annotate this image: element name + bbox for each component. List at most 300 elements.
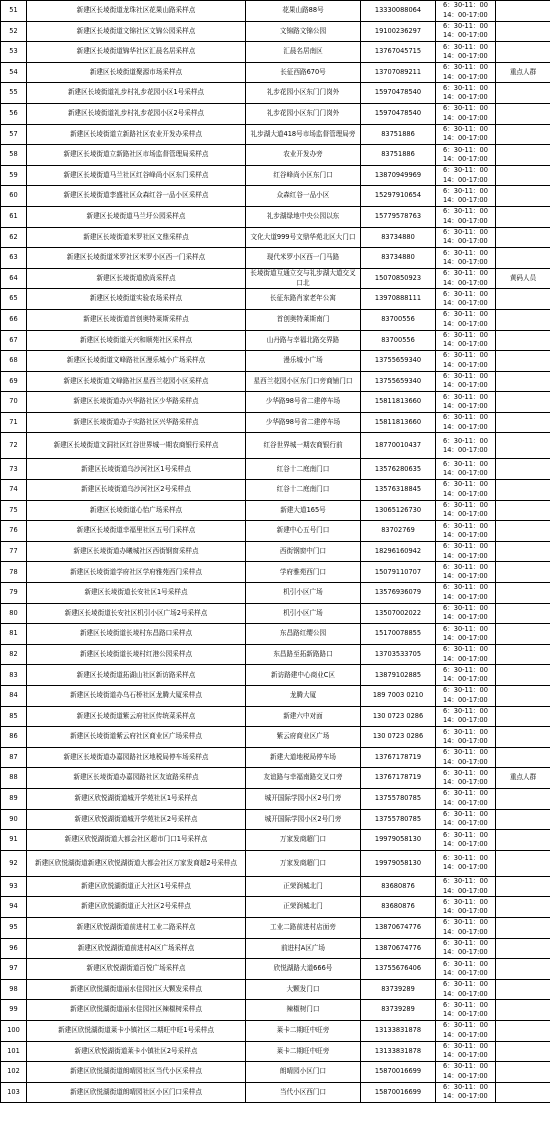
hours-line: 14：00-17:00 xyxy=(443,1030,488,1039)
cell-hours xyxy=(436,1020,496,1041)
hours-line: 14：00-17:00 xyxy=(443,422,488,431)
cell-phone: 15297910654 xyxy=(361,186,436,207)
cell-hours xyxy=(436,248,496,269)
cell-hours xyxy=(436,541,496,562)
hours-line: 14：00-17:00 xyxy=(443,51,488,60)
hours-line: 6：30-11：00 xyxy=(443,310,488,319)
hours-line: 14：00-17:00 xyxy=(443,1051,488,1060)
cell-note xyxy=(496,330,550,351)
hours-line: 6：30-11：00 xyxy=(443,521,488,530)
table-row xyxy=(1,392,550,413)
cell-note xyxy=(496,248,550,269)
cell-address: 工业二路前进村店面旁 xyxy=(246,917,361,938)
table-row xyxy=(1,186,550,207)
cell-number: 93 xyxy=(1,876,27,897)
cell-hours xyxy=(436,289,496,310)
table-row xyxy=(1,809,550,830)
hours-line: 6：30-11：00 xyxy=(443,918,488,927)
hours-line: 14：00-17:00 xyxy=(443,72,488,81)
cell-address: 漫乐城小广场 xyxy=(246,351,361,372)
cell-hours xyxy=(436,624,496,645)
cell-note xyxy=(496,917,550,938)
cell-site-name: 新建区长堎街道长堎村东昌路口采样点 xyxy=(27,624,246,645)
cell-phone: 15970478540 xyxy=(361,103,436,124)
cell-note xyxy=(496,644,550,665)
hours-line: 6：30-11：00 xyxy=(443,413,488,422)
cell-hours xyxy=(436,309,496,330)
cell-note xyxy=(496,124,550,145)
hours-line: 6：30-11：00 xyxy=(443,938,488,947)
hours-line: 6：30-11：00 xyxy=(443,604,488,613)
hours-line: 6：30-11：00 xyxy=(443,542,488,551)
cell-number: 77 xyxy=(1,541,27,562)
cell-phone: 189 7003 0210 xyxy=(361,686,436,707)
cell-address: 友谊路与幸福南路交叉口旁 xyxy=(246,768,361,789)
cell-address: 新建大道165号 xyxy=(246,500,361,521)
cell-site-name: 新建区长堎街道米罗社区文鼎采样点 xyxy=(27,227,246,248)
cell-hours xyxy=(436,788,496,809)
cell-address: 红谷十二庭南门口 xyxy=(246,480,361,501)
cell-note xyxy=(496,165,550,186)
cell-address: 大颗发门口 xyxy=(246,979,361,1000)
hours-line: 14：00-17:00 xyxy=(443,237,488,246)
cell-hours xyxy=(436,330,496,351)
cell-phone: 13703533705 xyxy=(361,644,436,665)
hours-line: 6：30-11：00 xyxy=(443,727,488,736)
hours-line: 14：00-17:00 xyxy=(443,839,488,848)
hours-line: 6：30-11：00 xyxy=(443,897,488,906)
cell-phone: 13755780785 xyxy=(361,809,436,830)
cell-number: 60 xyxy=(1,186,27,207)
cell-hours xyxy=(436,392,496,413)
hours-line: 14：00-17:00 xyxy=(443,134,488,143)
hours-line: 6：30-11：00 xyxy=(443,1083,488,1092)
hours-line: 6：30-11：00 xyxy=(443,459,488,468)
cell-address: 众森红谷一品小区 xyxy=(246,186,361,207)
hours-line: 6：30-11：00 xyxy=(443,809,488,818)
cell-site-name: 新建区欣悦湖街道城开学苑社区1号采样点 xyxy=(27,788,246,809)
cell-site-name: 新建区欣悦湖街道朗晴园社区当代小区采样点 xyxy=(27,1062,246,1083)
cell-note xyxy=(496,850,550,876)
cell-address: 现代米罗小区西一门马路 xyxy=(246,248,361,269)
cell-phone: 13755780785 xyxy=(361,788,436,809)
table-row xyxy=(1,62,550,83)
table-row xyxy=(1,706,550,727)
cell-site-name: 新建区长堎街道长安社区机引小区广场2号采样点 xyxy=(27,603,246,624)
cell-address: 西街钢窗中门口 xyxy=(246,541,361,562)
cell-phone: 13755659340 xyxy=(361,371,436,392)
cell-note xyxy=(496,788,550,809)
cell-note xyxy=(496,351,550,372)
table-row xyxy=(1,1020,550,1041)
cell-site-name: 新建区欣悦湖街道正大社区2号采样点 xyxy=(27,897,246,918)
cell-hours xyxy=(436,165,496,186)
cell-address: 礼步花园小区东门门岗外 xyxy=(246,83,361,104)
cell-note xyxy=(496,686,550,707)
cell-address: 少华路98号省二建停车场 xyxy=(246,412,361,433)
cell-site-name: 新建区长堎街道文峰路社区星西兰花园小区采样点 xyxy=(27,371,246,392)
hours-line: 6：30-11：00 xyxy=(443,980,488,989)
table-row xyxy=(1,21,550,42)
cell-note xyxy=(496,603,550,624)
hours-line: 14：00-17:00 xyxy=(443,716,488,725)
table-row xyxy=(1,1000,550,1021)
hours-line: 14：00-17:00 xyxy=(443,175,488,184)
hours-line: 6：30-11：00 xyxy=(443,624,488,633)
cell-phone: 18296160942 xyxy=(361,541,436,562)
cell-address: 礼步湖大道418号市场监督管理局旁 xyxy=(246,124,361,145)
cell-address: 新建中心五号门口 xyxy=(246,521,361,542)
cell-note xyxy=(496,1000,550,1021)
cell-address: 万家发商超门口 xyxy=(246,830,361,851)
cell-address: 红谷峰尚小区东门口 xyxy=(246,165,361,186)
table-row xyxy=(1,459,550,480)
cell-note xyxy=(496,876,550,897)
cell-phone: 13767178719 xyxy=(361,747,436,768)
cell-number: 99 xyxy=(1,1000,27,1021)
cell-number: 64 xyxy=(1,268,27,289)
cell-hours xyxy=(436,979,496,1000)
cell-hours xyxy=(436,959,496,980)
cell-address: 文化大道999号文鼎华苑北区大门口 xyxy=(246,227,361,248)
cell-note xyxy=(496,1082,550,1103)
cell-phone: 13870949969 xyxy=(361,165,436,186)
table-row xyxy=(1,562,550,583)
hours-line: 14：00-17:00 xyxy=(443,927,488,936)
cell-site-name: 新建区长堎街道孪盛社区众森红谷一品小区采样点 xyxy=(27,186,246,207)
cell-number: 85 xyxy=(1,706,27,727)
cell-site-name: 新建区长堎街道拓湖山社区新访路采样点 xyxy=(27,665,246,686)
table-row xyxy=(1,747,550,768)
cell-phone: 19979058130 xyxy=(361,830,436,851)
cell-number: 95 xyxy=(1,917,27,938)
hours-line: 6：30-11：00 xyxy=(443,186,488,195)
hours-line: 14：00-17:00 xyxy=(443,695,488,704)
hours-line: 14：00-17:00 xyxy=(443,634,488,643)
cell-address: 礼步湖绿地中央公园以东 xyxy=(246,206,361,227)
cell-address: 辣椒树门口 xyxy=(246,1000,361,1021)
hours-line: 6：30-11：00 xyxy=(443,248,488,257)
cell-site-name: 新建区长堎街道首创奥特莱斯采样点 xyxy=(27,309,246,330)
cell-number: 59 xyxy=(1,165,27,186)
cell-hours xyxy=(436,268,496,289)
cell-phone: 13707089211 xyxy=(361,62,436,83)
cell-number: 57 xyxy=(1,124,27,145)
cell-address: 朗晴园小区门口 xyxy=(246,1062,361,1083)
cell-number: 68 xyxy=(1,351,27,372)
cell-number: 61 xyxy=(1,206,27,227)
cell-note xyxy=(496,500,550,521)
cell-site-name: 新建区长堎街道文锦社区文锦公园采样点 xyxy=(27,21,246,42)
cell-site-name: 新建区长堎街道实验农场采样点 xyxy=(27,289,246,310)
hours-line: 14：00-17:00 xyxy=(443,31,488,40)
table-row xyxy=(1,351,550,372)
hours-line: 14：00-17:00 xyxy=(443,531,488,540)
hours-line: 14：00-17:00 xyxy=(443,886,488,895)
hours-line: 14：00-17:00 xyxy=(443,613,488,622)
hours-line: 14：00-17:00 xyxy=(443,572,488,581)
cell-phone: 15811813660 xyxy=(361,392,436,413)
cell-site-name: 新建区长堎街道欧尚采样点 xyxy=(27,268,246,289)
hours-line: 14：00-17:00 xyxy=(443,319,488,328)
table-row xyxy=(1,289,550,310)
cell-site-name: 新建区长堎街道乌沙河社区1号采样点 xyxy=(27,459,246,480)
hours-line: 14：00-17:00 xyxy=(443,592,488,601)
cell-hours xyxy=(436,62,496,83)
cell-phone: 15970478540 xyxy=(361,83,436,104)
hours-line: 6：30-11：00 xyxy=(443,768,488,777)
cell-site-name: 新建区长堎街道文洞社区红谷世界城一期农商银行采样点 xyxy=(27,433,246,459)
cell-phone: 130 0723 0286 xyxy=(361,706,436,727)
cell-note xyxy=(496,583,550,604)
cell-address: 长征东路肖家老年公寓 xyxy=(246,289,361,310)
cell-phone: 15811813660 xyxy=(361,412,436,433)
cell-number: 82 xyxy=(1,644,27,665)
hours-line: 14：00-17:00 xyxy=(443,113,488,122)
cell-note xyxy=(496,309,550,330)
cell-hours xyxy=(436,644,496,665)
hours-line: 6：30-11：00 xyxy=(443,145,488,154)
cell-number: 88 xyxy=(1,768,27,789)
cell-note xyxy=(496,289,550,310)
cell-note xyxy=(496,227,550,248)
hours-line: 6：30-11：00 xyxy=(443,789,488,798)
cell-number: 63 xyxy=(1,248,27,269)
hours-line: 14：00-17:00 xyxy=(443,445,488,454)
cell-note xyxy=(496,186,550,207)
cell-site-name: 新建区欣悦湖街道丽水佳园社区辣椒树采样点 xyxy=(27,1000,246,1021)
cell-phone: 15870016699 xyxy=(361,1082,436,1103)
cell-hours xyxy=(436,809,496,830)
table-body xyxy=(1,1,550,1103)
cell-hours xyxy=(436,706,496,727)
cell-site-name: 新建区欣悦湖街道大都会社区超市门口1号采样点 xyxy=(27,830,246,851)
cell-number: 75 xyxy=(1,500,27,521)
hours-line: 14：00-17:00 xyxy=(443,654,488,663)
cell-number: 79 xyxy=(1,583,27,604)
hours-line: 6：30-11：00 xyxy=(443,166,488,175)
cell-address: 当代小区西门口 xyxy=(246,1082,361,1103)
table-row xyxy=(1,268,550,289)
cell-phone: 13879102885 xyxy=(361,665,436,686)
cell-number: 71 xyxy=(1,412,27,433)
hours-line: 14：00-17:00 xyxy=(443,154,488,163)
cell-number: 58 xyxy=(1,145,27,166)
cell-address: 东昌路至拓新路路口 xyxy=(246,644,361,665)
hours-line: 6：30-11：00 xyxy=(443,207,488,216)
cell-phone: 13133831878 xyxy=(361,1041,436,1062)
cell-phone: 13576936079 xyxy=(361,583,436,604)
table-row xyxy=(1,624,550,645)
hours-line: 6：30-11：00 xyxy=(443,1,488,10)
cell-phone: 15170078855 xyxy=(361,624,436,645)
hours-line: 14：00-17:00 xyxy=(443,948,488,957)
cell-number: 81 xyxy=(1,624,27,645)
cell-note xyxy=(496,433,550,459)
cell-site-name: 新建区长堎街道学府社区学府雅苑西门采样点 xyxy=(27,562,246,583)
cell-site-name: 新建区长堎街道心怡广场采样点 xyxy=(27,500,246,521)
table-row xyxy=(1,433,550,459)
cell-phone: 83680876 xyxy=(361,897,436,918)
cell-number: 55 xyxy=(1,83,27,104)
cell-address: 万家发商超门口 xyxy=(246,850,361,876)
cell-hours xyxy=(436,938,496,959)
table-row xyxy=(1,145,550,166)
cell-site-name: 新建区欣悦湖街道前进村工业二路采样点 xyxy=(27,917,246,938)
cell-hours xyxy=(436,145,496,166)
cell-note xyxy=(496,624,550,645)
table-row xyxy=(1,788,550,809)
cell-site-name: 新建区长堎街道紫云府社区传统菜采样点 xyxy=(27,706,246,727)
cell-site-name: 新建区长堎街道办乌石桥社区龙腾大厦采样点 xyxy=(27,686,246,707)
cell-number: 54 xyxy=(1,62,27,83)
hours-line: 14：00-17:00 xyxy=(443,10,488,19)
table-row xyxy=(1,959,550,980)
table-row xyxy=(1,1082,550,1103)
cell-site-name: 新建区长堎街道龙珠社区花果山路采样点 xyxy=(27,1,246,22)
cell-address: 红谷十二庭南门口 xyxy=(246,459,361,480)
hours-line: 6：30-11：00 xyxy=(443,562,488,571)
cell-number: 72 xyxy=(1,433,27,459)
cell-phone: 15070850923 xyxy=(361,268,436,289)
cell-site-name: 新建区长堎街道紫云府社区商业区广场采样点 xyxy=(27,727,246,748)
hours-line: 14：00-17:00 xyxy=(443,278,488,287)
cell-site-name: 新建区欣悦湖街道前进村A区广场采样点 xyxy=(27,938,246,959)
cell-site-name: 新建区长堎街道长安社区1号采样点 xyxy=(27,583,246,604)
cell-site-name: 新建区长堎街道米罗社区米罗小区西一门采样点 xyxy=(27,248,246,269)
cell-address: 新建大道地税局停车场 xyxy=(246,747,361,768)
table-row xyxy=(1,500,550,521)
hours-line: 6：30-11：00 xyxy=(443,289,488,298)
cell-number: 52 xyxy=(1,21,27,42)
cell-note xyxy=(496,809,550,830)
hours-line: 14：00-17:00 xyxy=(443,757,488,766)
cell-site-name: 新建区长堎街道幸福里社区五号门采样点 xyxy=(27,521,246,542)
hours-line: 14：00-17:00 xyxy=(443,1010,488,1019)
cell-phone: 83734880 xyxy=(361,227,436,248)
hours-line: 14：00-17:00 xyxy=(443,510,488,519)
cell-address: 莱卡二期旺中旺旁 xyxy=(246,1020,361,1041)
cell-address: 城开国际学园小区2号门旁 xyxy=(246,788,361,809)
cell-note xyxy=(496,521,550,542)
cell-note xyxy=(496,727,550,748)
cell-site-name: 新建区长堎街道办嘉园路社区地税局停车场采样点 xyxy=(27,747,246,768)
hours-line: 14：00-17:00 xyxy=(443,863,488,872)
table-row xyxy=(1,644,550,665)
cell-hours xyxy=(436,351,496,372)
cell-hours xyxy=(436,206,496,227)
cell-phone: 13870674776 xyxy=(361,938,436,959)
table-row xyxy=(1,103,550,124)
cell-address: 长征西路670号 xyxy=(246,62,361,83)
table-row xyxy=(1,603,550,624)
cell-hours xyxy=(436,1041,496,1062)
table-row xyxy=(1,1062,550,1083)
cell-site-name: 新建区长堎街道马兰社区红谷峰尚小区东门采样点 xyxy=(27,165,246,186)
cell-site-name: 新建区长堎街道办嘉园路社区友谊路采样点 xyxy=(27,768,246,789)
cell-phone: 13507002022 xyxy=(361,603,436,624)
cell-number: 53 xyxy=(1,42,27,63)
hours-line: 14：00-17:00 xyxy=(443,340,488,349)
cell-hours xyxy=(436,371,496,392)
table-row xyxy=(1,897,550,918)
table-row xyxy=(1,1,550,22)
cell-note xyxy=(496,371,550,392)
cell-hours xyxy=(436,103,496,124)
table-row xyxy=(1,412,550,433)
hours-line: 6：30-11：00 xyxy=(443,501,488,510)
hours-line: 6：30-11：00 xyxy=(443,748,488,757)
cell-address: 学府雅苑西门口 xyxy=(246,562,361,583)
cell-address: 首创奥特莱斯南门 xyxy=(246,309,361,330)
hours-line: 14：00-17:00 xyxy=(443,736,488,745)
cell-hours xyxy=(436,768,496,789)
cell-number: 90 xyxy=(1,809,27,830)
hours-line: 6：30-11：00 xyxy=(443,269,488,278)
cell-phone: 13576280635 xyxy=(361,459,436,480)
cell-note xyxy=(496,830,550,851)
cell-phone: 13330088064 xyxy=(361,1,436,22)
hours-line: 14：00-17:00 xyxy=(443,819,488,828)
cell-note xyxy=(496,665,550,686)
table-row xyxy=(1,124,550,145)
table-row xyxy=(1,521,550,542)
cell-number: 100 xyxy=(1,1020,27,1041)
cell-phone: 13755676406 xyxy=(361,959,436,980)
cell-address: 正荣润城北门 xyxy=(246,876,361,897)
hours-line: 14：00-17:00 xyxy=(443,968,488,977)
cell-phone: 13767045715 xyxy=(361,42,436,63)
cell-site-name: 新建区欣悦湖街道城开学苑社区2号采样点 xyxy=(27,809,246,830)
cell-phone: 130 0723 0286 xyxy=(361,727,436,748)
cell-hours xyxy=(436,583,496,604)
cell-address: 红谷世界城一期农商银行前 xyxy=(246,433,361,459)
cell-number: 62 xyxy=(1,227,27,248)
cell-address: 机引小区广场 xyxy=(246,583,361,604)
cell-site-name: 新建区长堎街道乌沙河社区2号采样点 xyxy=(27,480,246,501)
cell-address: 花果山路88号 xyxy=(246,1,361,22)
cell-hours xyxy=(436,1082,496,1103)
cell-note xyxy=(496,412,550,433)
cell-number: 67 xyxy=(1,330,27,351)
cell-note xyxy=(496,206,550,227)
table-row xyxy=(1,480,550,501)
cell-phone: 15779578763 xyxy=(361,206,436,227)
table-row xyxy=(1,876,550,897)
cell-number: 102 xyxy=(1,1062,27,1083)
cell-hours xyxy=(436,562,496,583)
hours-line: 6：30-11：00 xyxy=(443,645,488,654)
hours-line: 14：00-17:00 xyxy=(443,989,488,998)
hours-line: 14：00-17:00 xyxy=(443,469,488,478)
cell-address: 新建六中对面 xyxy=(246,706,361,727)
cell-site-name: 新建区长堎街道办兴华路社区少华路采样点 xyxy=(27,392,246,413)
cell-number: 76 xyxy=(1,521,27,542)
cell-address: 礼步花园小区东门门岗外 xyxy=(246,103,361,124)
cell-hours xyxy=(436,1,496,22)
cell-note xyxy=(496,480,550,501)
cell-hours xyxy=(436,433,496,459)
cell-hours xyxy=(436,686,496,707)
cell-site-name: 新建区长堎街道文峰路社区漫乐城小广场采样点 xyxy=(27,351,246,372)
cell-phone: 83739289 xyxy=(361,1000,436,1021)
hours-line: 6：30-11：00 xyxy=(443,1021,488,1030)
cell-number: 96 xyxy=(1,938,27,959)
cell-site-name: 新建区长堎街道天兴和顺苑社区采样点 xyxy=(27,330,246,351)
table-row xyxy=(1,371,550,392)
cell-note xyxy=(496,562,550,583)
cell-number: 101 xyxy=(1,1041,27,1062)
